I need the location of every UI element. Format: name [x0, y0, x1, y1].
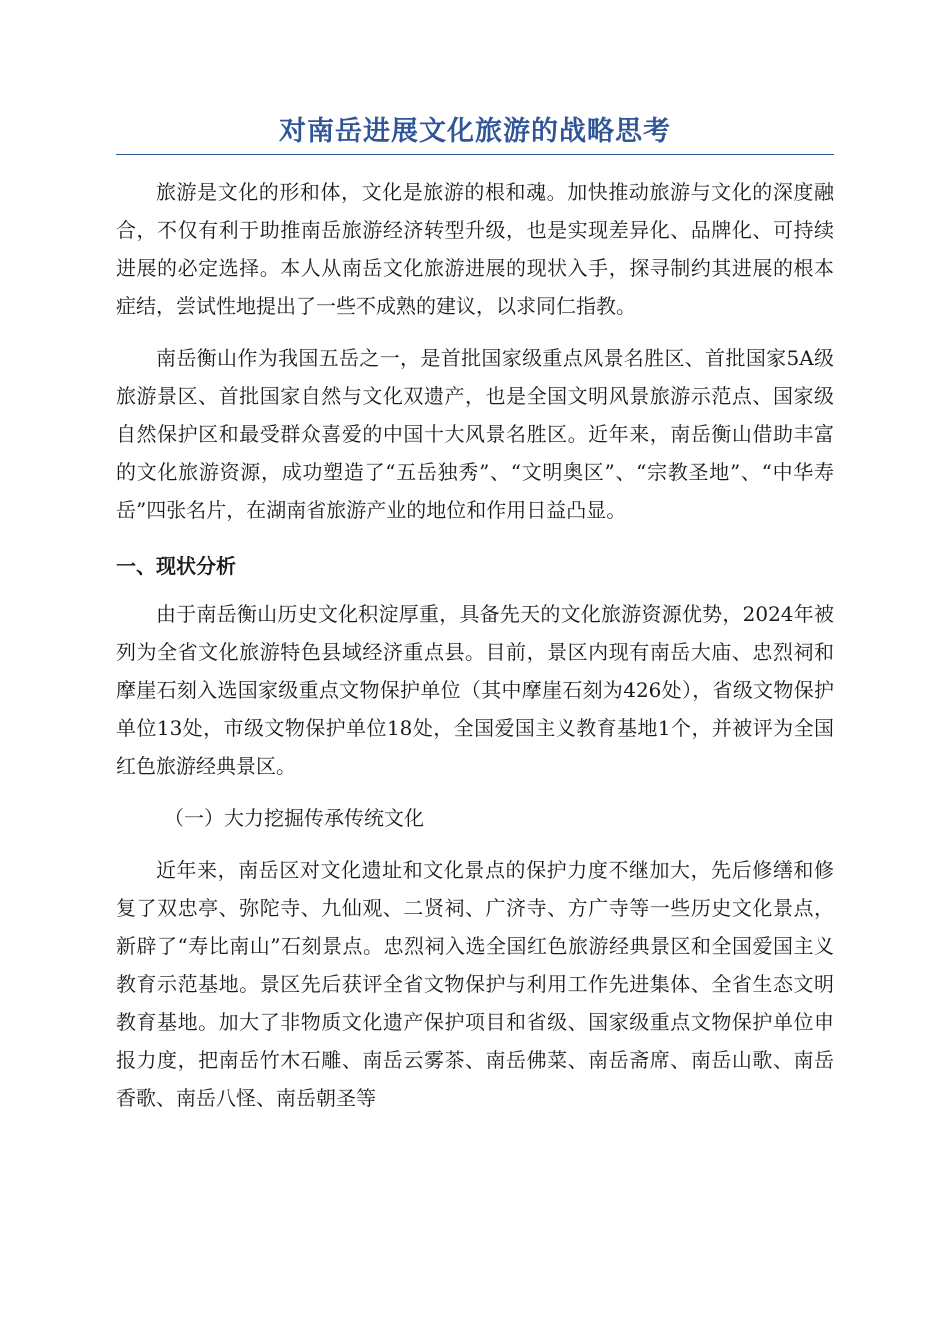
subsection-heading: （一）大力挖掘传承传统文化 — [164, 806, 424, 830]
document-page — [116, 112, 834, 1117]
background-paragraph: 南岳衡山作为我国五岳之一，是首批国家级重点风景名胜区、首批国家5A级旅游景区、首批国家自然与文化双遗产，也是全国文明风景旅游示范点、国家级自然保护区和最受群众喜爱的中国十大风景名胜区。近年来，南岳衡山借助丰富的文化旅游资源，成功塑造了“五岳独秀”、“文明奥区”、“宗教圣地”、“中华寿岳”四张名片，在湖南省旅游产业的地位和作用日益凸显。 — [116, 346, 834, 522]
document-title: 对南岳进展文化旅游的战略思考 — [279, 116, 671, 147]
section-paragraph: 由于南岳衡山历史文化积淀厚重，具备先天的文化旅游资源优势，2024年被列为全省文化旅游特色县域经济重点县。目前，景区内现有南岳大庙、忠烈祠和摩崖石刻入选国家级重点文物保护单位（其中摩崖石刻为426处），省级文物保护单位13处，市级文物保护单位18处，全国爱国主义教育基地1个，并被评为全国红色旅游经典景区。 — [116, 602, 834, 778]
subsection-paragraph: 近年来，南岳区对文化遗址和文化景点的保护力度不继加大，先后修缮和修复了双忠亭、弥陀寺、九仙观、二贤祠、广济寺、方广寺等一些历史文化景点，新辟了“寿比南山”石刻景点。忠烈祠入选全国红色旅游经典景区和全国爱国主义教育示范基地。景区先后获评全省文物保护与利用工作先进集体、全省生态文明教育基地。加大了非物质文化遗产保护项目和省级、国家级重点文物保护单位申报力度，把南岳竹木石雕、南岳云雾茶、南岳佛菜、南岳斋席、南岳山歌、南岳香歌、南岳八怪、南岳朝圣等 — [116, 858, 834, 1110]
intro-paragraph: 旅游是文化的形和体，文化是旅游的根和魂。加快推动旅游与文化的深度融合，不仅有利于助推南岳旅游经济转型升级，也是实现差异化、品牌化、可持续进展的必定选择。本人从南岳文化旅游进展的现状入手，探寻制约其进展的根本症结，尝试性地提出了一些不成熟的建议，以求同仁指教。 — [116, 180, 834, 318]
title-underline — [116, 154, 834, 155]
section-heading: 一、现状分析 — [116, 554, 236, 578]
